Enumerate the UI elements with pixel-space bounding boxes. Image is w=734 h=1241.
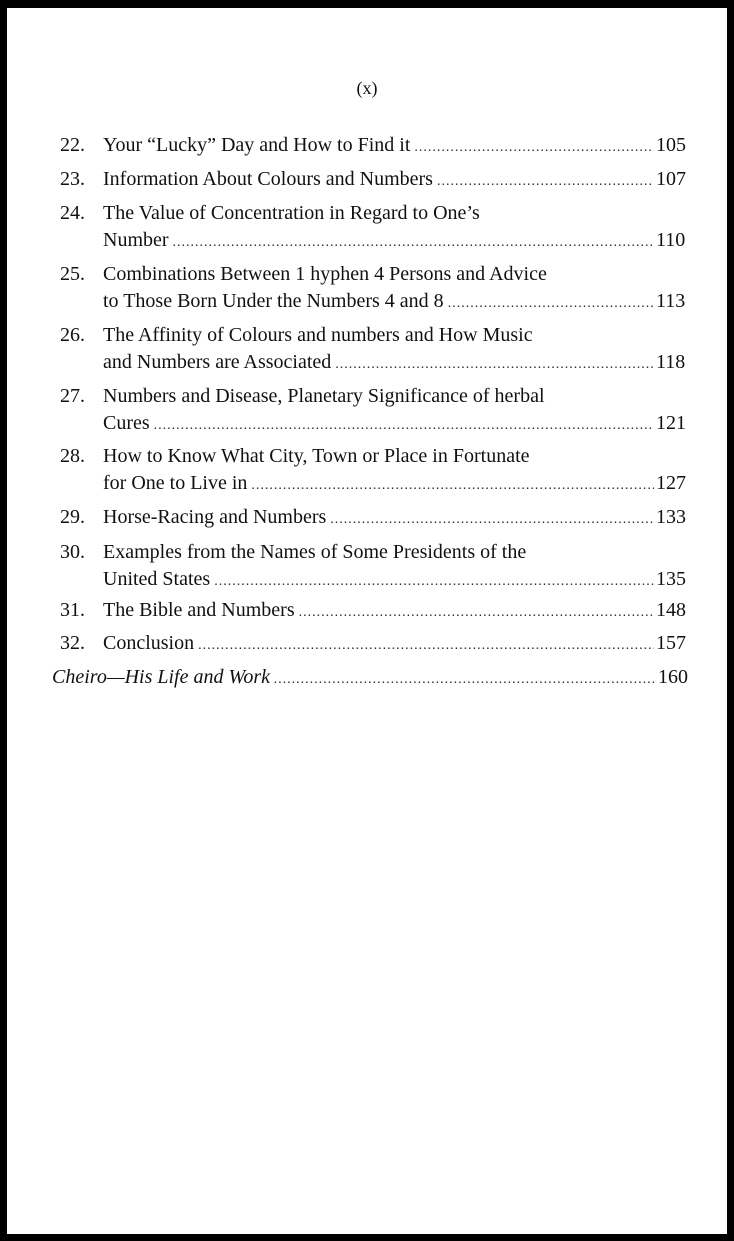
entry-number: 22. [60,134,85,156]
entry-title-continued: Cures [103,412,150,434]
dot-leader [274,666,656,693]
entry-number: 25. [60,263,85,285]
entry-number: 29. [60,506,85,528]
entry-page: 127 [656,472,686,494]
toc-entry-afterword[interactable] [52,664,692,693]
toc-entry-28[interactable] [60,443,690,499]
entry-number: 23. [60,168,85,190]
dot-leader [437,168,654,195]
entry-page: 113 [656,290,686,312]
dot-leader [214,568,654,595]
entry-title: Combinations Between 1 hyphen 4 Persons and Advice [103,263,547,285]
toc-entry-31[interactable] [60,597,690,626]
dot-leader [335,351,654,378]
page-number: (x) [356,78,378,98]
entry-number: 28. [60,445,85,467]
entry-title: The Value of Concentration in Regard to One’s [103,202,480,224]
entry-page: 148 [656,599,686,621]
entry-title-continued: for One to Live in [103,472,248,494]
toc-entry-26[interactable] [60,322,690,378]
afterword-title: Cheiro—His Life and Work [52,666,270,688]
entry-title: Your “Lucky” Day and How to Find it [103,134,411,156]
entry-page: 157 [656,632,686,654]
entry-number: 30. [60,541,85,563]
toc-entry-25[interactable] [60,261,690,317]
entry-page: 121 [656,412,686,434]
entry-number: 32. [60,632,85,654]
toc-entry-22[interactable] [60,132,690,161]
entry-page: 135 [656,568,686,590]
toc-entry-27[interactable] [60,383,690,439]
entry-number: 27. [60,385,85,407]
entry-title: Examples from the Names of Some Presidents of the [103,541,527,563]
dot-leader [448,290,654,317]
afterword-page: 160 [658,666,688,688]
entry-title: Conclusion [103,632,195,654]
dot-leader [198,632,654,659]
toc-entry-30[interactable] [60,539,690,595]
entry-page: 110 [656,229,686,251]
dot-leader [414,134,654,161]
toc-entry-24[interactable] [60,200,690,256]
entry-title: The Bible and Numbers [103,599,295,621]
entry-title: Information About Colours and Numbers [103,168,433,190]
entry-page: 105 [656,134,686,156]
dot-leader [173,229,654,256]
entry-number: 31. [60,599,85,621]
entry-title-continued: to Those Born Under the Numbers 4 and 8 [103,290,444,312]
entry-title-continued: Number [103,229,169,251]
toc-entry-32[interactable] [60,630,690,659]
toc-entry-23[interactable] [60,166,690,195]
entry-title: The Affinity of Colours and numbers and How Music [103,324,533,346]
entry-page: 107 [656,168,686,190]
dot-leader [154,412,654,439]
dot-leader [251,472,654,499]
entry-title-continued: United States [103,568,211,590]
dot-leader [299,599,654,626]
entry-title-continued: and Numbers are Associated [103,351,332,373]
entry-page: 118 [656,351,686,373]
entry-title: How to Know What City, Town or Place in Fortunate [103,445,530,467]
toc-entry-29[interactable] [60,504,690,533]
entry-page: 133 [656,506,686,528]
entry-title: Horse-Racing and Numbers [103,506,327,528]
entry-number: 26. [60,324,85,346]
entry-title: Numbers and Disease, Planetary Significance of herbal [103,385,545,407]
entry-number: 24. [60,202,85,224]
dot-leader [330,506,654,533]
